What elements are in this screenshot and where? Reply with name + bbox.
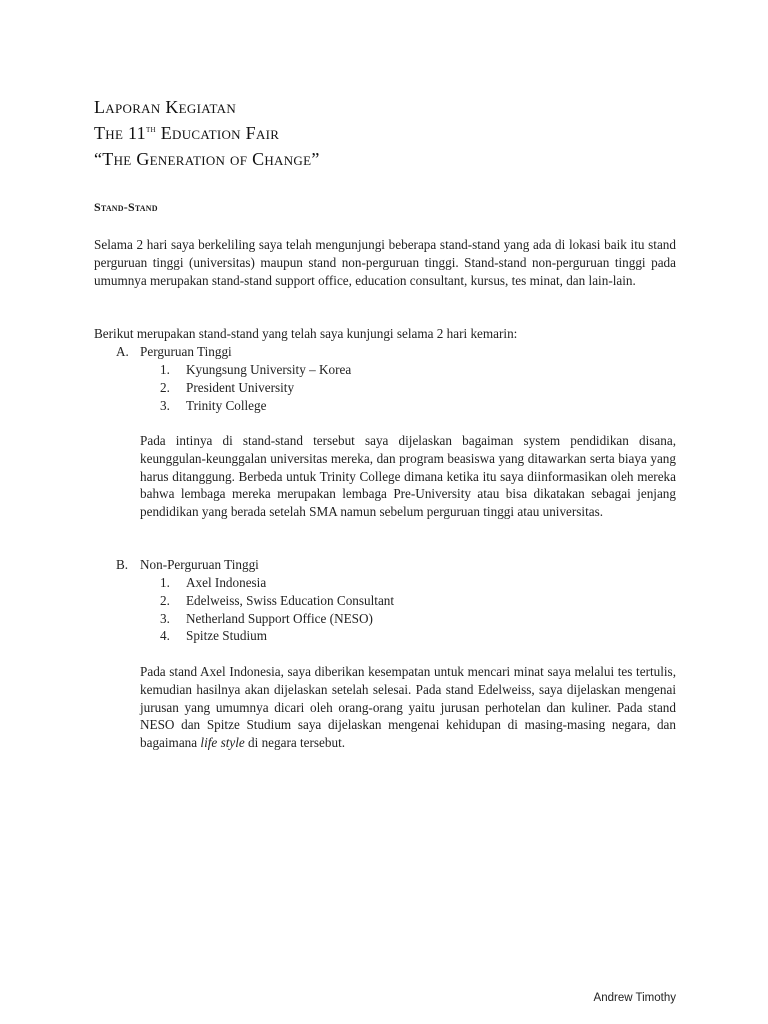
list-b-heading: [116, 556, 259, 574]
list-item-number: 2.: [160, 379, 170, 395]
list-b-label: Non-Perguruan Tinggi: [140, 557, 259, 572]
list-item-number: 4.: [160, 628, 170, 644]
list-item-text: Kyungsung University – Korea: [186, 362, 352, 377]
list-item-text: Edelweiss, Swiss Education Consultant: [186, 592, 395, 608]
list-b-marker: B.: [116, 557, 129, 572]
list-item: [160, 397, 351, 415]
list-item-number: 3.: [160, 397, 170, 413]
title-line-2: [94, 120, 694, 146]
list-b-description-part1: Pada stand Axel Indonesia, saya diberikan kesempatan untuk mencari minat saya melalui tes tertulis, kemudian hasilnya akan dijelaskan setelah selesai. Pada stand Edelweiss, saya dijelaskan mengenai jurusan yang umumnya dicari oleh orang-orang yaitu jurusan perhotelan dan kuliner. Pada stand NESO dan Spitze Studium saya dijelaskan mengenai kehidupan di masing-masing negara, dan bagaimana: [140, 664, 676, 751]
list-a-heading: [116, 343, 232, 361]
title-line-2-prefix: The 11: [94, 123, 146, 143]
list-a-label: Perguruan Tinggi: [140, 344, 232, 359]
title-line-1: Laporan Kegiatan: [94, 97, 237, 117]
list-item-text: Axel Indonesia: [186, 575, 267, 590]
list-item-number: 1.: [160, 575, 170, 590]
list-a-items: [160, 361, 351, 414]
list-item: [160, 592, 394, 610]
list-item-text: Netherland Support Office (NESO): [186, 610, 373, 626]
list-item: [160, 361, 351, 379]
title-line-2-suffix: Education Fair: [155, 123, 280, 143]
list-b-items: [160, 574, 394, 645]
author-name: Andrew Timothy: [593, 992, 676, 1004]
list-a-marker: A.: [116, 344, 129, 359]
list-item-number: 3.: [160, 610, 170, 626]
title-line-3: “The Generation of Change”: [94, 149, 320, 169]
list-item-text: President University: [186, 379, 295, 395]
list-intro-paragraph: Berikut merupakan stand-stand yang telah saya kunjungi selama 2 hari kemarin:: [94, 326, 518, 341]
list-item: [160, 574, 394, 592]
list-item-number: 1.: [160, 362, 170, 377]
list-item-text: Spitze Studium: [186, 628, 267, 644]
title-block: [94, 94, 694, 172]
intro-paragraph: Selama 2 hari saya berkeliling saya telah mengunjungi beberapa stand-stand yang ada di lokasi baik itu stand perguruan tinggi (universitas) maupun stand non-perguruan tinggi. Stand-stand non-perguruan tinggi pada umumnya merupakan stand-stand support office, education consultant, kursus, tes minat, dan lain-lain.: [94, 237, 676, 288]
list-item: [160, 610, 394, 628]
list-item: [160, 627, 394, 645]
list-b-description-italic: life style: [200, 735, 245, 751]
section-heading: Stand-Stand: [94, 200, 158, 214]
list-item: [160, 379, 351, 397]
list-a-description: Pada intinya di stand-stand tersebut saya dijelaskan bagaiman system pendidikan disana, keunggulan-keunggalan universitas mereka, dan program beasiswa yang ditawarkan serta biaya yang harus ditanggung. Berbeda untuk Trinity College dimana ketika itu saya diinformasikan oleh mereka bahwa lembaga mereka merupakan lembaga Pre-University atau bisa dikatakan sebagai jenjang pendidikan yang berada setelah SMA namun sebelum perguruan tinggi atau universitas.: [140, 433, 676, 520]
list-b-description-part2: di negara tersebut.: [244, 735, 346, 751]
list-item-number: 2.: [160, 592, 170, 608]
list-b-description: [140, 663, 676, 752]
list-item-text: Trinity College: [186, 397, 267, 413]
title-line-2-superscript: th: [145, 124, 156, 135]
